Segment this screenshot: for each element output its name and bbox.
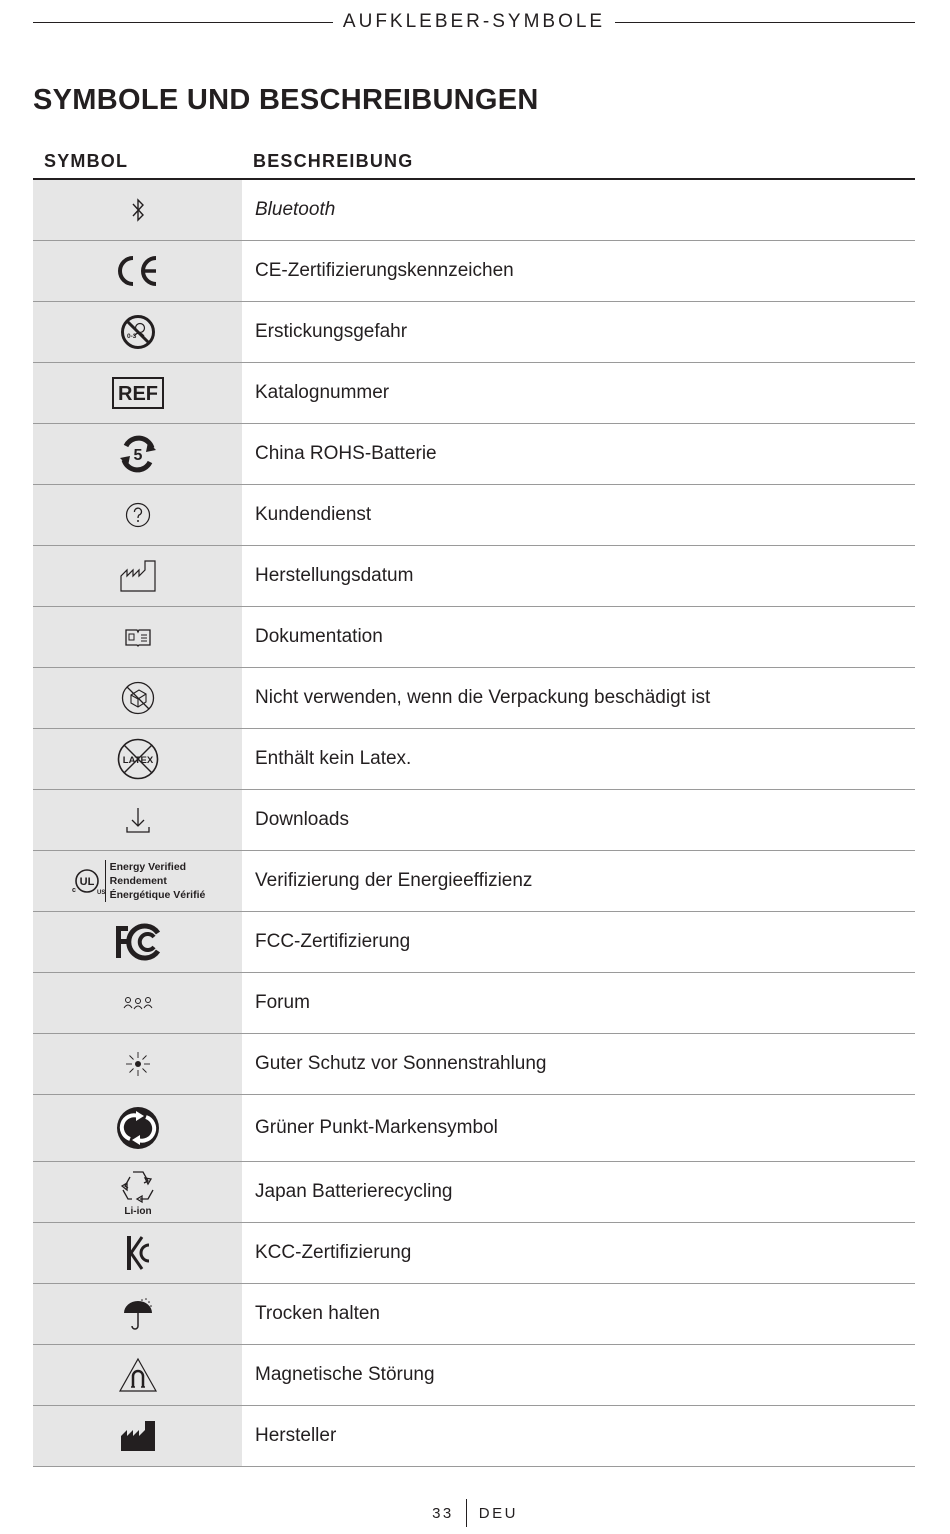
symbol-cell <box>33 1162 242 1222</box>
symbol-cell <box>33 668 242 728</box>
column-header-description: BESCHREIBUNG <box>253 150 414 171</box>
ul-line-3: Énergétique Vérifié <box>109 889 206 901</box>
page-number: 33 <box>432 1504 454 1522</box>
description: Guter Schutz vor Sonnenstrahlung <box>255 1053 547 1074</box>
symbol-cell <box>33 1406 242 1466</box>
table-row <box>33 424 915 485</box>
sun-icon <box>124 1050 152 1078</box>
description: Grüner Punkt-Markensymbol <box>255 1117 498 1138</box>
symbol-cell <box>33 302 242 362</box>
kcc-icon <box>125 1234 151 1272</box>
description: Kundendienst <box>255 504 372 525</box>
table-row <box>33 1223 915 1284</box>
symbol-cell <box>33 912 242 972</box>
table-row <box>33 363 915 424</box>
symbol-cell <box>33 363 242 423</box>
documentation-icon <box>125 627 151 647</box>
description: Hersteller <box>255 1425 337 1446</box>
choking-hazard-icon <box>120 314 156 350</box>
svg-text:US: US <box>96 890 105 896</box>
symbol-cell <box>33 1034 242 1094</box>
symbol-cell <box>33 607 242 667</box>
table-row <box>33 1284 915 1345</box>
table-row <box>33 729 915 790</box>
symbol-cell <box>33 851 242 911</box>
symbol-cell <box>33 485 242 545</box>
description: CE-Zertifizierungskennzeichen <box>255 260 514 281</box>
forum-icon <box>123 996 153 1010</box>
ul-line-1: Energy Verified <box>109 861 187 873</box>
symbol-cell <box>33 424 242 484</box>
latex-label: LATEX <box>122 755 153 766</box>
table-row <box>33 302 915 363</box>
table-row <box>33 1095 915 1162</box>
header-rule-right <box>615 22 915 23</box>
symbol-cell <box>33 1284 242 1344</box>
page-footer <box>0 1499 950 1527</box>
table-row <box>33 546 915 607</box>
ul-line-2: Rendement <box>109 875 167 887</box>
li-ion-label: Li-ion <box>123 1206 152 1217</box>
magnetic-warning-icon <box>118 1357 158 1393</box>
symbol-cell <box>33 180 242 240</box>
page-title: SYMBOLE UND BESCHREIBUNGEN <box>33 84 539 116</box>
table-row <box>33 1406 915 1467</box>
description: Herstellungsdatum <box>255 565 414 586</box>
description: Verifizierung der Energieeffizienz <box>255 870 533 891</box>
column-header-symbol: SYMBOL <box>44 150 129 171</box>
table-row <box>33 851 915 912</box>
description: Magnetische Störung <box>255 1364 435 1385</box>
rohs-number: 5 <box>133 447 142 464</box>
symbol-cell <box>33 1345 242 1405</box>
table-row <box>33 607 915 668</box>
green-dot-icon <box>116 1106 160 1150</box>
header-rule-left <box>33 22 333 23</box>
no-latex-icon <box>116 737 160 781</box>
table-row <box>33 668 915 729</box>
table-row <box>33 1162 915 1223</box>
symbol-cell <box>33 546 242 606</box>
description: Japan Batterierecycling <box>255 1181 453 1202</box>
japan-recycling-icon <box>118 1168 158 1216</box>
symbol-cell <box>33 241 242 301</box>
symbol-cell <box>33 729 242 789</box>
china-rohs-icon <box>118 434 158 474</box>
section-label: AUFKLEBER-SYMBOLE <box>342 11 606 32</box>
download-icon <box>125 806 151 834</box>
description: Katalognummer <box>255 382 390 403</box>
description: Forum <box>255 992 310 1013</box>
table-row <box>33 180 915 241</box>
section-header <box>33 8 915 36</box>
table-row <box>33 973 915 1034</box>
description: Trocken halten <box>255 1303 380 1324</box>
symbol-table <box>33 144 915 1467</box>
ul-energy-verified-icon <box>70 860 206 902</box>
description: Enthält kein Latex. <box>255 748 412 769</box>
ul-logo-label: UL <box>79 876 94 888</box>
footer-divider <box>466 1499 467 1527</box>
ref-label: REF <box>117 383 158 405</box>
symbol-cell <box>33 790 242 850</box>
description: KCC-Zertifizierung <box>255 1242 412 1263</box>
damaged-package-icon <box>121 681 155 715</box>
description: FCC-Zertifizierung <box>255 931 411 952</box>
ref-icon <box>112 377 164 409</box>
table-row <box>33 1034 915 1095</box>
description: Nicht verwenden, wenn die Verpackung beschädigt ist <box>255 687 711 708</box>
table-row <box>33 912 915 973</box>
fcc-icon <box>114 924 162 960</box>
table-row <box>33 241 915 302</box>
question-icon <box>125 502 151 528</box>
description: Erstickungsgefahr <box>255 321 408 342</box>
table-row <box>33 1345 915 1406</box>
symbol-cell <box>33 1223 242 1283</box>
manufacturer-icon <box>120 1420 156 1452</box>
symbol-cell <box>33 973 242 1033</box>
description: Dokumentation <box>255 626 383 647</box>
table-row <box>33 485 915 546</box>
choking-age-label: 0-3 <box>126 333 136 340</box>
description: Downloads <box>255 809 349 830</box>
ce-mark-icon <box>116 255 160 287</box>
manufacture-date-icon <box>120 560 156 592</box>
language-code: DEU <box>478 1504 518 1522</box>
symbol-cell <box>33 1095 242 1161</box>
umbrella-icon <box>122 1297 154 1331</box>
description: China ROHS-Batterie <box>255 443 437 464</box>
table-row <box>33 790 915 851</box>
description: Bluetooth <box>255 199 336 220</box>
ul-text-block <box>105 860 206 902</box>
table-header <box>33 144 915 180</box>
bluetooth-icon <box>131 197 145 223</box>
svg-text:c: c <box>71 887 76 894</box>
